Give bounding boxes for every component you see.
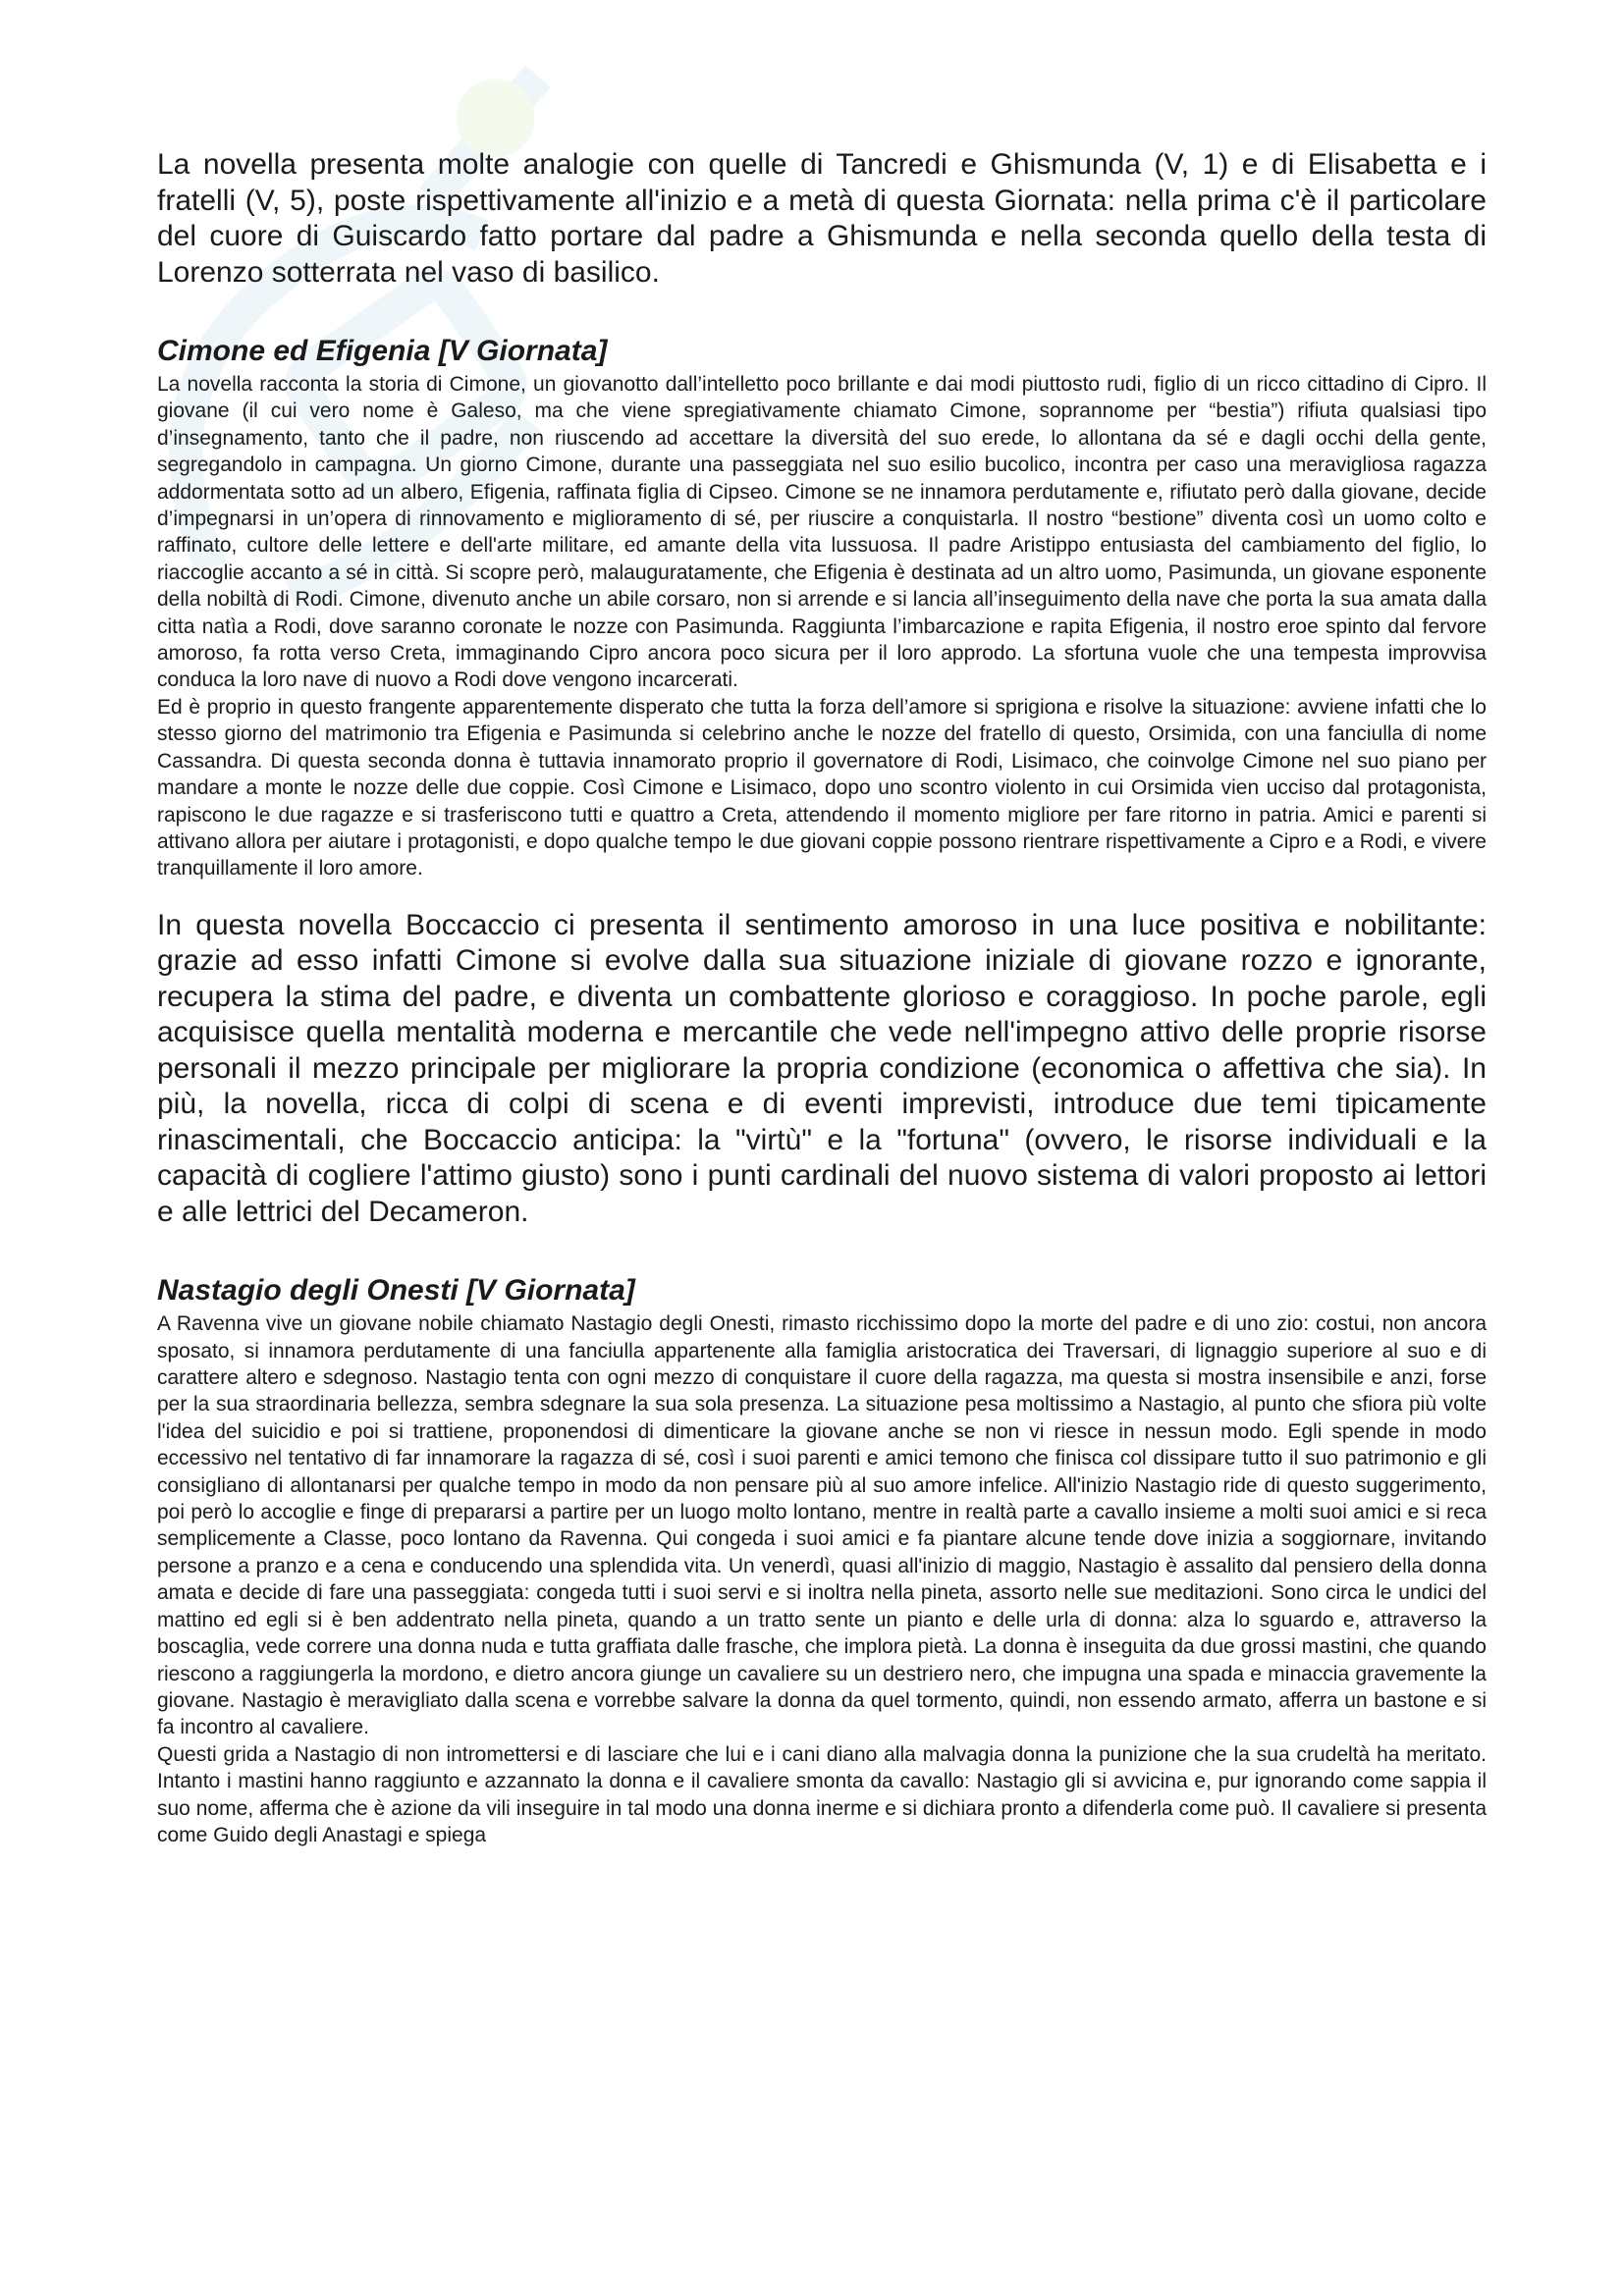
section-title: Cimone ed Efigenia [V Giornata] [157, 335, 608, 367]
section-paragraph: La novella racconta la storia di Cimone, un giovanotto dall’intelletto poco brillante e dai modi piuttosto rudi, figlio di un ricco cittadino di Cipro. Il giovane (il cui vero nome è Galeso, ma che viene spregiativamente chiamato Cimone, soprannome per “bestia”) rifiuta qualsiasi tipo d’insegnamento, tanto che il padre, non riuscendo ad accettare la diversità del suo erede, lo allontana da sé e dagli occhi della gente, segregandolo in campagna. Un giorno Cimone, durante una passeggiata nel suo esilio bucolico, incontra per caso una meravigliosa ragazza addormentata sotto ad un albero, Efigenia, raffinata figlia di Cipseo. Cimone se ne innamora perdutamente e, rifiutato però dalla giovane, decide d’impegnarsi in un’opera di rinnovamento e miglioramento di sé, per riuscire a conquistarla. Il nostro “bestione” diventa così un uomo colto e raffinato, cultore delle lettere e dell'arte militare, ed amante della vita lussuosa. Il padre Aristippo entusiasta del cambiamento del figlio, lo riaccoglie accanto a sé in città. Si scopre però, malauguratamente, che Efigenia è destinata ad un altro uomo, Pasimunda, un giovane esponente della nobiltà di Rodi. Cimone, divenuto anche un abile corsaro, non si arrende e si lancia all’inseguimento della nave che porta la sua amata dalla citta natìa a Rodi, dove saranno coronate le nozze con Pasimunda. Raggiunta l’imbarcazione e rapita Efigenia, il nostro eroe spinto dal fervore amoroso, fa rotta verso Creta, immaginando Cipro ancora poco sicura per il loro approdo. La sfortuna vuole che una tempesta improvvisa conduca la loro nave di nuovo a Rodi dove vengono incarcerati. [157, 373, 1487, 692]
section-paragraph: Ed è proprio in questo frangente apparentemente disperato che tutta la forza dell’amore si sprigiona e risolve la situazione: avviene infatti che lo stesso giorno del matrimonio tra Efigenia e Pasimunda si celebrino anche le nozze del fratello di questo, Orsimida, con una fanciulla di nome Cassandra. Di questa seconda donna è tuttavia innamorato proprio il governatore di Rodi, Lisimaco, che coinvolge Cimone nel suo piano per mandare a monte le nozze delle due coppie. Così Cimone e Lisimaco, dopo uno scontro violento in cui Orsimida vien ucciso dal protagonista, rapiscono le due ragazze e si trasferiscono tutti e quattro a Creta, attendendo il momento migliore per fare ritorno in patria. Amici e parenti si attivano allora per aiutare i protagonisti, e dopo qualche tempo le due giovani coppie possono rientrare rispettivamente a Cipro e a Rodi, e vivere tranquillamente il loro amore. [157, 695, 1487, 881]
intro-paragraph: La novella presenta molte analogie con quelle di Tancredi e Ghismunda (V, 1) e di Elisabetta e i fratelli (V, 5), poste rispettivamente all'inizio e a metà di questa Giornata: nella prima c'è il particolare del cuore di Guiscardo fatto portare dal padre a Ghismunda e nella seconda quello della testa di Lorenzo sotterrata nel vaso di basilico. [157, 148, 1487, 289]
section-nastagio-onesti [157, 1273, 1487, 1848]
section-title: Nastagio degli Onesti [V Giornata] [157, 1274, 635, 1308]
document-page [157, 147, 1487, 1848]
section-paragraph: A Ravenna vive un giovane nobile chiamato Nastagio degli Onesti, rimasto ricchissimo dopo la morte del padre e di uno zio: costui, non ancora sposato, si innamora perdutamente di una fanciulla appartenente alla famiglia aristocratica dei Traversari, di lignaggio superiore al suo e di carattere altero e sdegnoso. Nastagio tenta con ogni mezzo di conquistare il cuore della ragazza, ma questa si mostra insensibile e anzi, forse per la sua straordinaria bellezza, sembra sdegnare la sua sola presenza. La situazione pesa moltissimo a Nastagio, al punto che sfiora più volte l'idea del suicidio e poi si trattiene, proponendosi di dimenticare la giovane anche se non vi riesce in nessun modo. Egli spende in modo eccessivo nel tentativo di far innamorare la ragazza di sé, così i suoi parenti e amici temono che finisca col dissipare tutto il suo patrimonio e gli consigliano di allontanarsi per qualche tempo in modo da non pensare più al suo amore infelice. All'inizio Nastagio ride di questo suggerimento, poi però lo accoglie e finge di prepararsi a partire per un luogo molto lontano, mentre in realtà parte a cavallo insieme a molti suoi amici e si reca semplicemente a Classe, poco lontano da Ravenna. Qui congeda i suoi amici e fa piantare alcune tende dove inizia a soggiornare, invitando persone a pranzo e a cena e conducendo una splendida vita. Un venerdì, quasi all'inizio di maggio, Nastagio è assalito dal pensiero della donna amata e decide di fare una passeggiata: congeda tutti i suoi servi e si inoltra nella pineta, assorto nelle sue meditazioni. Sono circa le undici del mattino ed egli si è ben addentrato nella pineta, quando a un tratto sente un pianto e delle urla di donna: alza lo sguardo e, attraverso la boscaglia, vede correre una donna nuda e tutta graffiata dalle frasche, che implora pietà. La donna è inseguita da due grossi mastini, che quando riescono a raggiungerla la mordono, e dietro ancora giunge un cavaliere su un destriero nero, che impugna una spada e minaccia gravemente la giovane. Nastagio è meravigliato dalla scena e vorrebbe salvare la donna da quel tormento, quindi, non essendo armato, afferra un bastone e si fa incontro al cavaliere. [157, 1312, 1487, 1739]
commentary-paragraph: In questa novella Boccaccio ci presenta il sentimento amoroso in una luce positiva e nobilitante: grazie ad esso infatti Cimone si evolve dalla sua situazione iniziale di giovane rozzo e ignorante, recupera la stima del padre, e diventa un combattente glorioso e coraggioso. In poche parole, egli acquisisce quella mentalità moderna e mercantile che vede nell'impegno attivo delle proprie risorse personali il mezzo principale per migliorare la propria condizione (economica o affettiva che sia). In più, la novella, ricca di colpi di scena e di eventi imprevisti, introduce due temi tipicamente rinascimentali, che Boccaccio anticipa: la "virtù" e la "fortuna" (ovvero, le risorse individuali e la capacità di cogliere l'attimo giusto) sono i punti cardinali del nuovo sistema di valori proposto ai lettori e alle lettrici del Decameron. [157, 908, 1487, 1228]
section-cimone-efigenia [157, 334, 1487, 882]
section-paragraph: Questi grida a Nastagio di non intromettersi e di lasciare che lui e i cani diano alla malvagia donna la punizione che la sua crudeltà ha meritato. Intanto i mastini hanno raggiunto e azzannato la donna e il cavaliere smonta da cavallo: Nastagio gli si avvicina e, pur ignorando come sappia il suo nome, afferma che è azione da vili inseguire in tal modo una donna inerme e si dichiara pronto a difenderla come può. Il cavaliere si presenta come Guido degli Anastagi e spiega [157, 1742, 1487, 1846]
